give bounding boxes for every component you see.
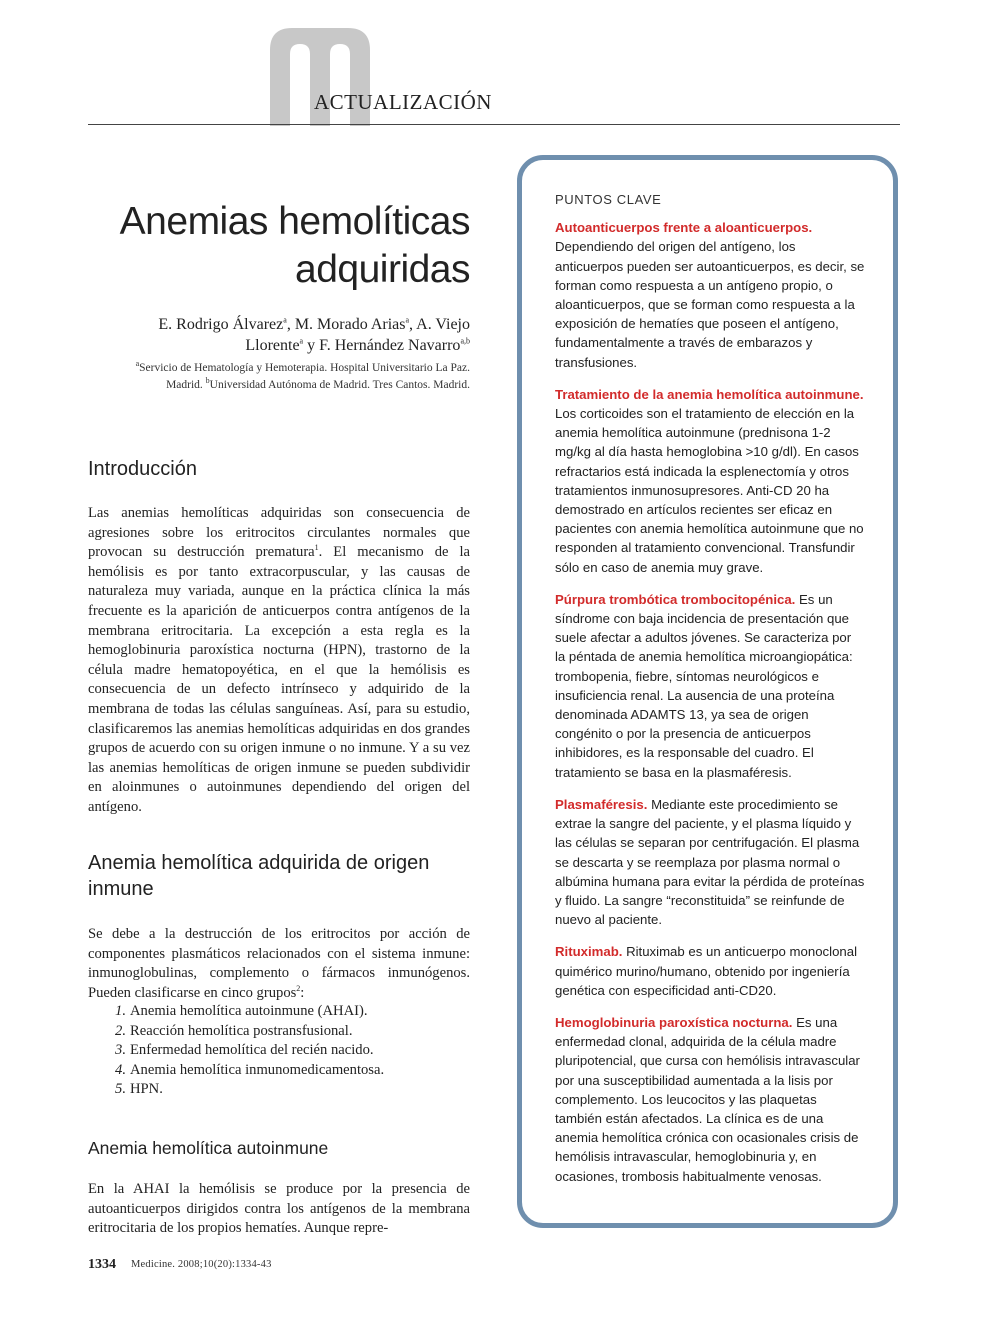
key-point-title: Autoanticuerpos frente a aloanticuerpos. [555, 220, 813, 236]
key-point [555, 385, 865, 577]
key-point-title: Hemoglobinuria paroxística nocturna. [555, 1014, 793, 1030]
key-point-title: Tratamiento de la anemia hemolítica autoinmune. [555, 386, 864, 402]
list-item: 1. Anemia hemolítica autoinmune (AHAI). [115, 1003, 368, 1019]
author-1-affil: a [283, 315, 287, 325]
author-4-affil: a,b [460, 336, 470, 346]
immune-text-b: : [300, 984, 305, 1001]
title-line-2: adquiridas [295, 248, 470, 291]
page-number: 1334 [88, 1257, 116, 1272]
affiliations [88, 360, 470, 394]
key-point-text: Es una enfermedad clonal, adquirida de la célula madre pluripotencial, que cursa con hemólisis intravascular por una susceptibilidad aumentada a la lisis por complemento. Los leucocitos y las plaquetas también están afectados. La clínica es de una anemia hemolítica crónica con ocasionales crisis de hemólisis intravascular, hemoglobinuria y, en ocasiones, trombosis habitualmente venosas. [555, 1014, 860, 1184]
affil-line-2b: Universidad Autónoma de Madrid. Tres Cantos. Madrid. [209, 379, 470, 391]
journal-citation: Medicine. 2008;10(20):1334-43 [131, 1259, 272, 1270]
author-3-affil: a [299, 336, 304, 346]
list-item: 5. HPN. [115, 1081, 163, 1098]
immune-paragraph [88, 925, 470, 1003]
article-title [88, 198, 470, 294]
key-point [555, 942, 865, 1000]
intro-heading: Introducción [88, 458, 197, 480]
author-2-affil: a [405, 315, 410, 325]
affil-line-1: Servicio de Hematología y Hemoterapia. Hospital Universitario La Paz. [139, 362, 470, 374]
ahai-heading: Anemia hemolítica autoinmune [88, 1138, 329, 1158]
key-points-heading: PUNTOS CLAVE [555, 192, 662, 207]
list-item: 2. Reacción hemolítica postransfusional. [115, 1022, 353, 1039]
author-list [88, 314, 470, 356]
key-point-text: Los corticoides son el tratamiento de elección en la anemia hemolítica autoinmune (prednisona 1-2 mg/kg al día hasta hemoglobina >10 g/dl). En casos refractarios está indicada la esplenectomía y otros tratamientos inmunosupresores. Anti-CD 20 ha demostrado en artículos recientes ser eficaz en pacientes con anemia hemolítica autoinmune que no responden al tratamiento convencional. Transfundir sólo en caso de anemia muy grave. [555, 406, 864, 575]
ref-2: 2 [296, 983, 301, 993]
intro-text-b: . El mecanismo de la hemólisis es por tanto extracorpuscular, y las causas de naturaleza muy variada, aunque en la práctica clínica la más frecuente es la aparición de anticuerpos contra antígenos de la membrana eritrocitaria. La excepción a esta regla es la hemoglobinuria paroxística nocturna (HPN), trastorno de la célula madre hematopoyética, en el que la hemólisis es consecuencia de un defecto intrínseco y adquirido de la membrana de todas las células sanguíneas. Así, para su estudio, clasificaremos las anemias hemolíticas adquiridas en dos grandes grupos de acuerdo con su origen inmune o no inmune. Y a su vez las anemias hemolíticas de origen inmune se pueden subdividir en aloinmunes o autoinmunes dependiendo del origen del antígeno. [88, 544, 471, 815]
intro-text-a: Las anemias hemolíticas adquiridas son consecuencia de agresiones sobre los eritrocitos circulantes normales que provocan su destrucción prematura [88, 505, 470, 561]
key-point-text: Dependiendo del origen del antígeno, los anticuerpos pueden ser autoanticuerpos, es decir, se forman como respuesta a un antígeno propio, o aloanticuerpos, que se forman como respuesta a la exposición de hematíes que poseen el antígeno, fundamentalmente a través de embarazos y transfusiones. [555, 239, 865, 370]
author-1: E. Rodrigo Álvarez [158, 316, 284, 333]
key-point-title: Plasmaféresis. [555, 796, 648, 812]
key-point-text: Mediante este procedimiento se extrae la sangre del paciente, y el plasma líquido y las células se separan por centrifugación. El plasma se descarta y se reemplaza por plasma normal o albúmina humana para evitar la pérdida de proteínas y fluido. La sangre “reconstituida” se reinfunde de nuevo al paciente. [555, 796, 865, 928]
key-point [555, 1013, 865, 1186]
list-item: 4. Anemia hemolítica inmunomedicamentosa. [115, 1061, 385, 1078]
groups-list [100, 1002, 460, 1100]
author-4: y F. Hernández Navarro [303, 337, 461, 354]
key-point-title: Rituximab. [555, 944, 623, 960]
section-label: ACTUALIZACIÓN [314, 90, 492, 114]
key-point [555, 218, 865, 372]
key-point [555, 590, 865, 782]
immune-heading: Anemia hemolítica adquirida de origen inmune [88, 852, 430, 900]
key-point-text: Rituximab es un anticuerpo monoclonal quimérico murino/humano, obtenido por ingeniería genética con especificidad anti-CD20. [555, 944, 858, 998]
key-point-title: Púrpura trombótica trombocitopénica. [555, 591, 796, 607]
author-3: , A. Viejo [409, 316, 470, 333]
key-point [555, 795, 865, 929]
key-points-content [555, 190, 865, 1199]
ref-1: 1 [314, 543, 319, 553]
affil-a-mark: a [135, 359, 140, 369]
list-item: 3. Enfermedad hemolítica del recién nacido. [115, 1042, 374, 1059]
ahai-paragraph: En la AHAI la hemólisis se produce por la presencia de autoanticuerpos dirigidos contra los antígenos de la membrana eritrocitaria de los propios hematíes. Aunque repre- [88, 1181, 470, 1237]
header-rule [88, 124, 900, 125]
author-3-cont: Llorente [245, 337, 300, 354]
affil-b-mark: b [205, 376, 210, 386]
title-line-1: Anemias hemolíticas [119, 200, 470, 243]
intro-paragraph [88, 504, 470, 818]
immune-text-a: Se debe a la destrucción de los eritrocitos por acción de componentes plasmáticos relacionados con el sistema inmune: inmunoglobulinas, complemento o fármacos inmunógenos. Pueden clasificarse en cinco grupos [88, 926, 470, 1001]
affil-line-2a: Madrid. [166, 379, 206, 391]
key-point-text: Es un síndrome con baja incidencia de presentación que suele afectar a adultos jóvenes. Se caracteriza por la péntada de anemia hemolítica microangiopática: trombopenia, fiebre, síntomas neurológicos e insuficiencia renal. La ausencia de una proteína denominada ADAMTS 13, ya sea de origen congénito o por la presencia de anticuerpos inhibidores, es la responsable del cuadro. El tratamiento se basa en la plasmaféresis. [555, 591, 853, 780]
author-2: , M. Morado Arias [286, 316, 406, 333]
